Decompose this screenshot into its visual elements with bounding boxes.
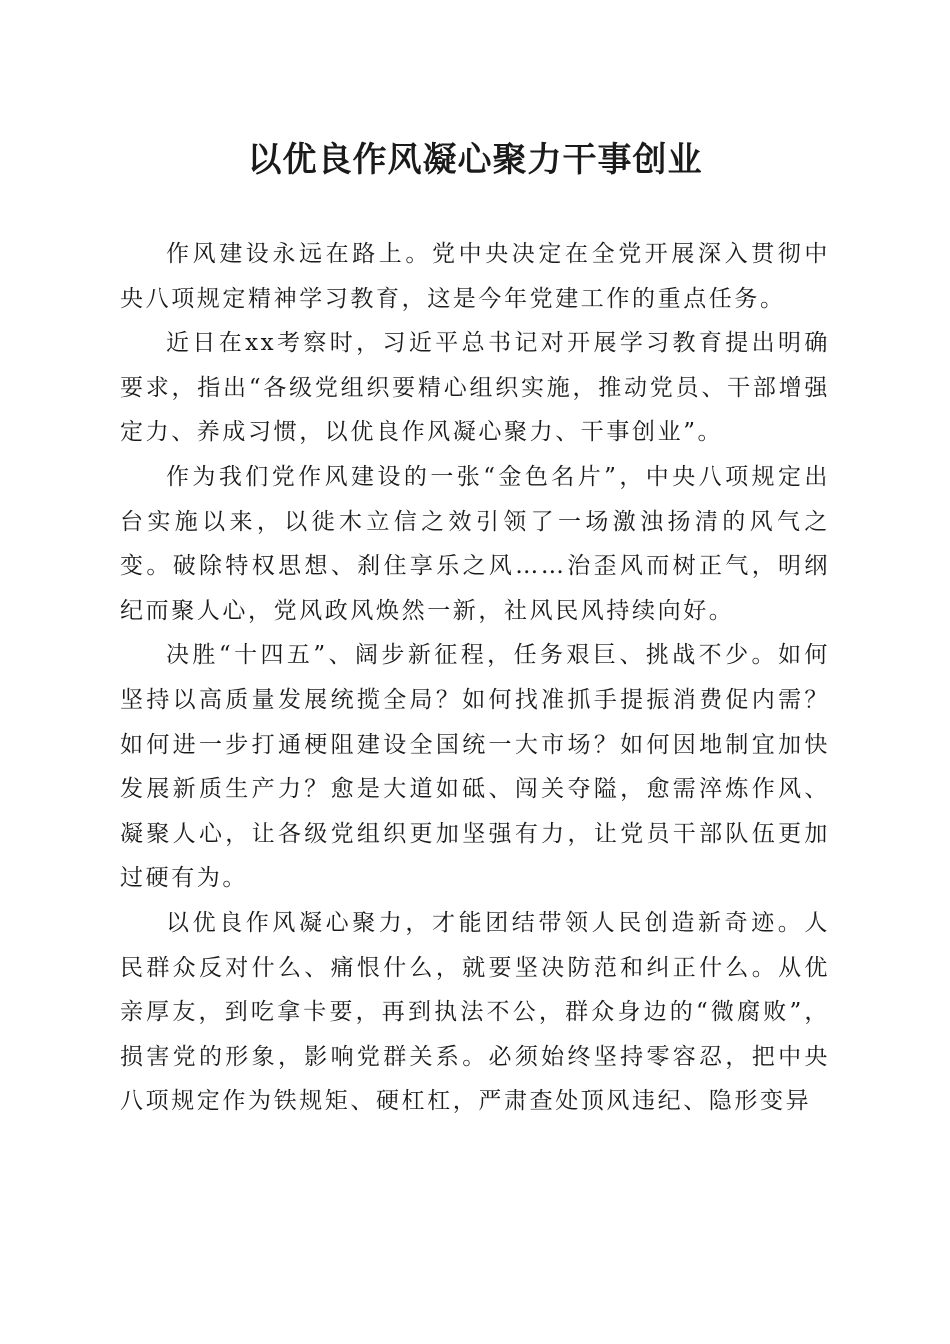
paragraph: 决胜“十四五”、阔步新征程，任务艰巨、挑战不少。如何坚持以高质量发展统揽全局？如何找准抓手提振消费促内需？如何进一步打通梗阻建设全国统一大市场？如何因地制宜加快发展新质生产力？愈是大道如砥、闯关夺隘，愈需淬炼作风、凝聚人心，让各级党组织更加坚强有力，让党员干部队伍更加过硬有为。 [120,642,830,892]
document-title: 以优良作风凝心聚力干事创业 [247,140,703,180]
paragraph: 以优良作风凝心聚力，才能团结带领人民创造新奇迹。人民群众反对什么、痛恨什么，就要坚决防范和纠正什么。从优亲厚友，到吃拿卡要，再到执法不公，群众身边的“微腐败”，损害党的形象，影响党群关系。必须始终坚持零容忍，把中央八项规定作为铁规矩、硬杠杠，严肃查处顶风违纪、隐形变异 [120,909,830,1115]
paragraph: 作风建设永远在路上。党中央决定在全党开展深入贯彻中央八项规定精神学习教育，这是今年党建工作的重点任务。 [120,241,830,312]
document-body [120,232,830,1124]
paragraph: 近日在xx考察时，习近平总书记对开展学习教育提出明确要求，指出“各级党组织要精心组织实施，推动党员、干部增强定力、养成习惯，以优良作风凝心聚力、干事创业”。 [120,330,830,446]
paragraph: 作为我们党作风建设的一张“金色名片”，中央八项规定出台实施以来，以徙木立信之效引领了一场激浊扬清的风气之变。破除特权思想、刹住享乐之风……治歪风而树正气，明纲纪而聚人心，党风政风焕然一新，社风民风持续向好。 [120,463,830,624]
